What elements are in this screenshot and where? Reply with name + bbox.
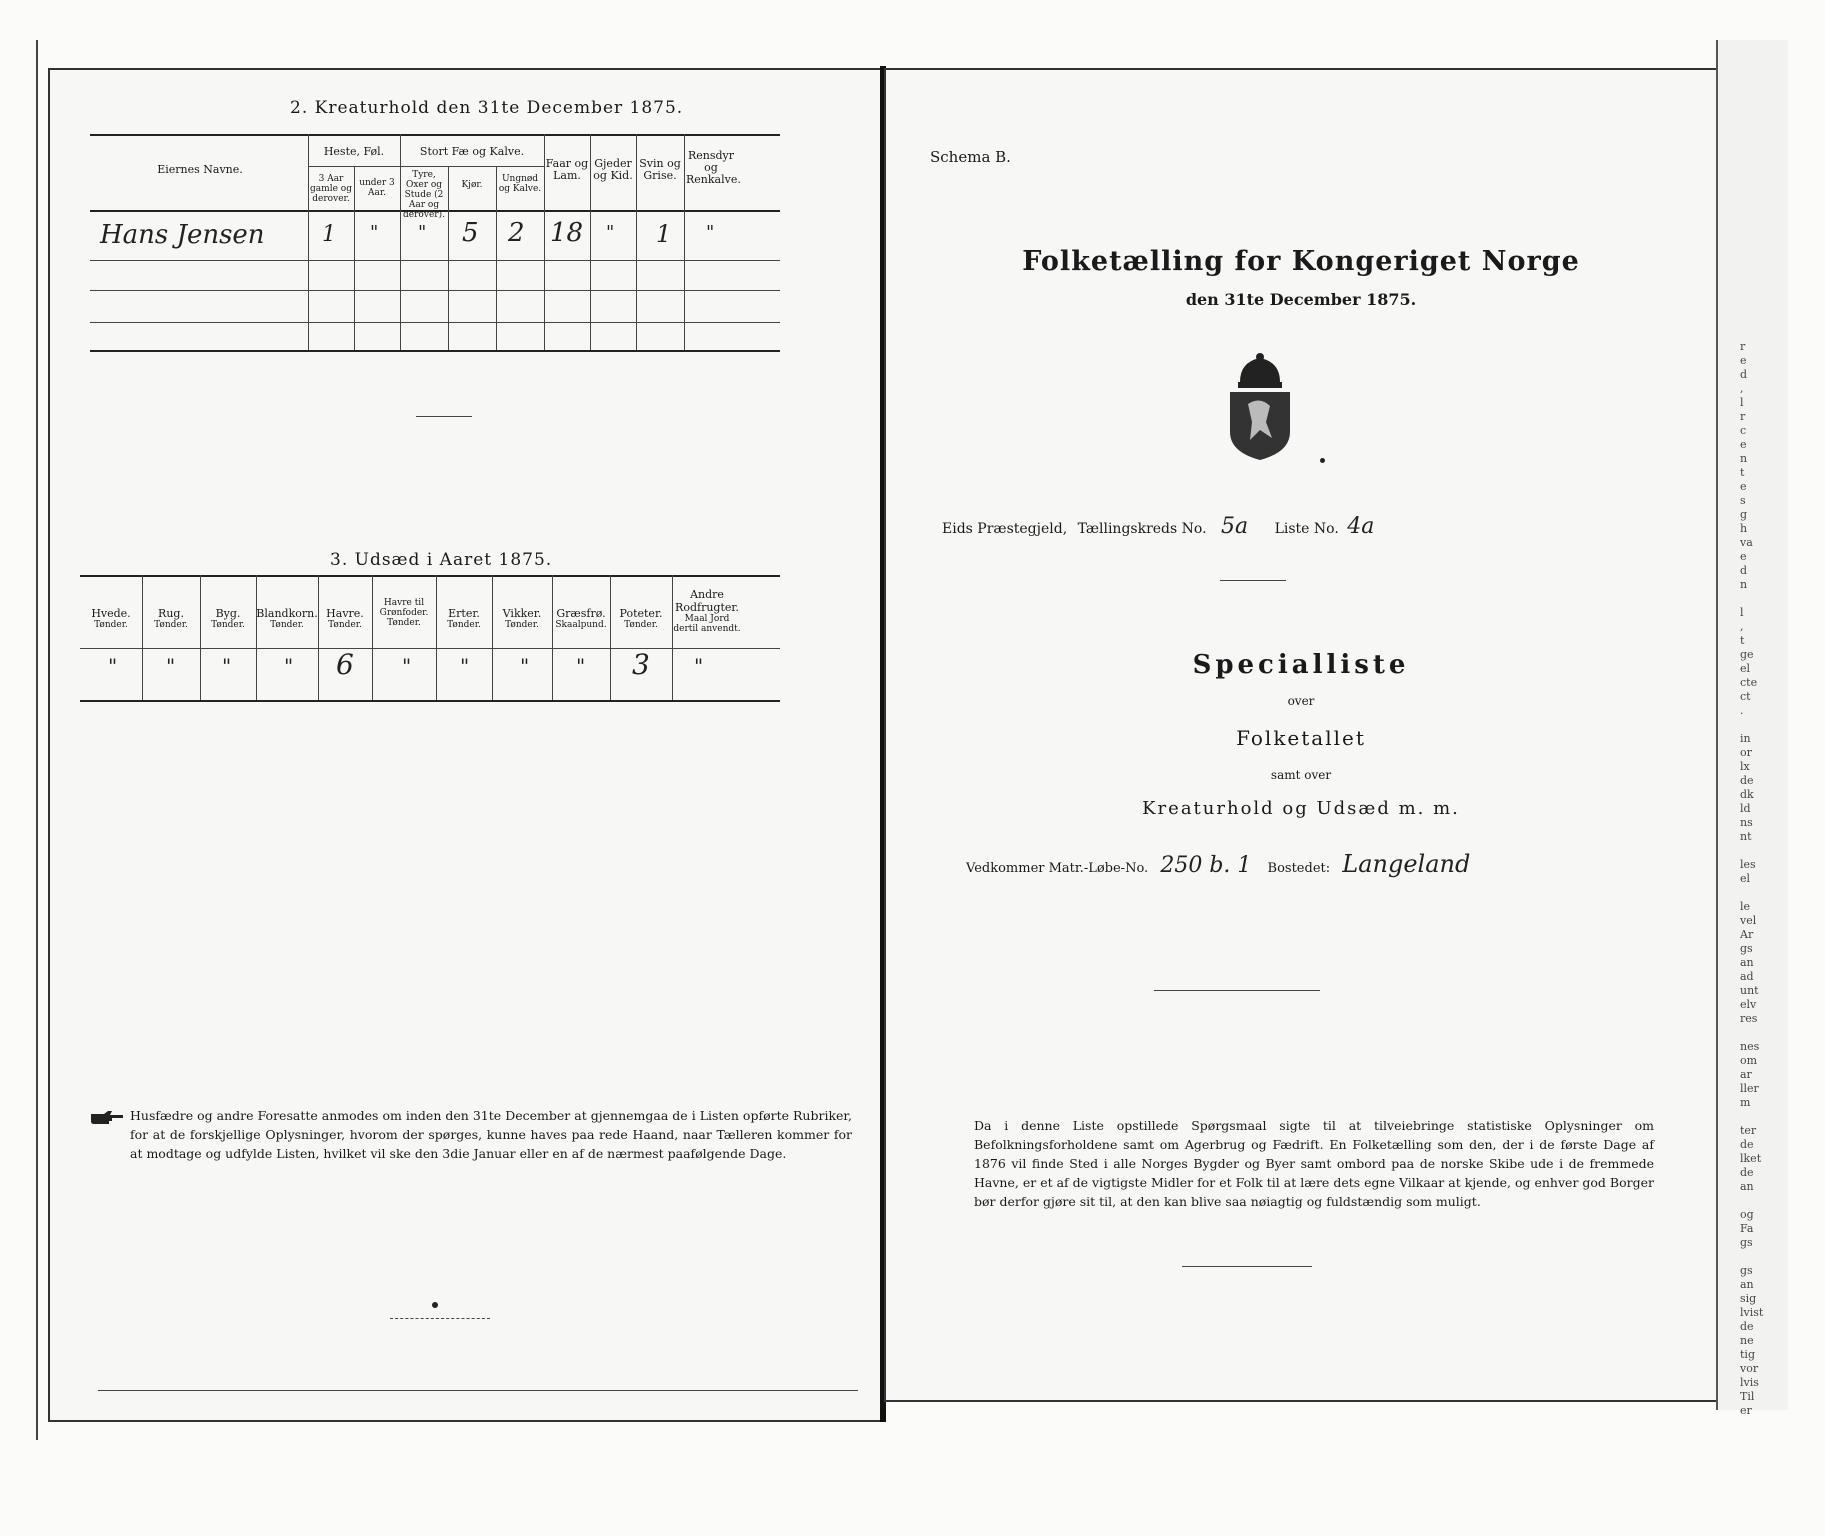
col-divider — [256, 575, 257, 700]
col-divider — [436, 575, 437, 700]
col-hvede: Hvede. Tønder. — [91, 607, 131, 630]
liste-value: 4a — [1347, 514, 1375, 539]
col-divider — [448, 166, 449, 350]
value-heste-a: 1 — [322, 222, 336, 247]
samt-over-label: samt over — [1270, 768, 1332, 782]
val-vikker: " — [520, 654, 530, 678]
col-graesfro: Græsfrø. Skaalpund. — [555, 607, 607, 630]
col-vikker: Vikker. Tønder. — [502, 607, 542, 630]
col-divider — [610, 575, 611, 700]
col-divider — [372, 575, 373, 700]
kreds-value: 5a — [1221, 514, 1249, 539]
col-divider — [492, 575, 493, 700]
folketallet-heading: Folketallet — [1236, 726, 1366, 750]
val-blandkorn: " — [284, 654, 294, 678]
col-divider — [684, 134, 685, 350]
col-divider — [318, 575, 319, 700]
header-heste-b: under 3 Aar. — [359, 178, 395, 198]
val-havre-gronfoder: " — [402, 654, 412, 678]
col-havre: Havre. Tønder. — [326, 607, 364, 630]
table-rule — [80, 575, 780, 577]
table-rule — [90, 260, 780, 261]
col-erter: Erter. Tønder. — [447, 607, 481, 630]
header-subrule — [400, 166, 544, 167]
census-date: den 31te December 1875. — [1185, 290, 1417, 309]
notice-text: Husfædre og andre Foresatte anmodes om inden den 31te December at gjennemgaa de i Listen opførte Rubriker, for at de forskjellige Oplysninger, hvorom der spørges, kunne haves paa rede Haand, naar Tælleren kommer for at modtage og udfylde Listen, hvilket vil ske den 3die Januar eller en af de nærmest paafølgende Dage. — [130, 1108, 852, 1161]
header-faar: Faar og Lam. — [545, 157, 589, 182]
section3-title: 3. Udsæd i Aaret 1875. — [330, 550, 553, 570]
owner-name: Hans Jensen — [100, 220, 265, 250]
table-rule — [90, 290, 780, 291]
matr-line: Vedkommer Matr.-Løbe-No. 250 b. 1 Bostedet: Langeland — [966, 850, 1471, 878]
right-page — [884, 68, 1718, 1402]
short-separator — [1182, 1266, 1312, 1267]
matr-value: 250 b. 1 — [1160, 853, 1252, 878]
header-heste-a: 3 Aar gamle og derover. — [310, 174, 352, 204]
header-heste: Heste, Føl. — [323, 145, 385, 158]
value-heste-b: " — [370, 222, 379, 243]
header-subrule — [308, 166, 400, 167]
short-separator — [390, 1318, 490, 1319]
val-graesfro: " — [576, 654, 586, 678]
page-bottom-rule — [98, 1390, 858, 1391]
col-divider — [200, 575, 201, 700]
val-byg: " — [222, 654, 232, 678]
table-rule — [90, 134, 780, 136]
edge-letters: r e d , l r c e n t e s g h va e d n l , t ge el cte ct . in or lx de dk ld ns nt les el le vel Ar gs an ad unt elv res nes om ar ller m ter de lket de an og Fa gs gs an sig lvist de ne tig vor lvis Til er — [1740, 340, 1764, 1417]
col-divider — [142, 575, 143, 700]
left-page — [48, 68, 885, 1422]
col-divider — [552, 575, 553, 700]
col-byg: Byg. Tønder. — [211, 607, 245, 630]
col-rug: Rug. Tønder. — [154, 607, 188, 630]
short-separator — [1220, 580, 1286, 581]
value-kjor: 5 — [462, 218, 479, 248]
table-rule — [90, 322, 780, 323]
section2-title: 2. Kreaturhold den 31te December 1875. — [290, 98, 684, 118]
table-rule — [80, 648, 780, 649]
val-havre: 6 — [336, 648, 354, 681]
header-stort-a: Tyre, Oxer og Stude (2 Aar og derover). — [403, 170, 445, 220]
value-gjeder: " — [606, 222, 615, 243]
short-separator — [1154, 990, 1320, 991]
specialliste-heading: Specialliste — [1192, 650, 1410, 680]
pointing-hand-icon — [90, 1110, 124, 1126]
val-erter: " — [460, 654, 470, 678]
header-stort-c: Ungnød og Kalve. — [498, 174, 542, 194]
table-rule — [80, 700, 780, 702]
val-rug: " — [166, 654, 176, 678]
val-andre: " — [694, 654, 704, 678]
parish-line: Eids Præstegjeld, Tællingskreds No. 5a Liste No. 4a — [942, 514, 1375, 539]
value-stort-a: " — [418, 222, 427, 243]
over-label: over — [1287, 694, 1315, 708]
value-faar: 18 — [550, 218, 584, 248]
header-name: Eiernes Navne. — [157, 163, 243, 176]
header-gjeder: Gjeder og Kid. — [593, 157, 633, 182]
census-title: Folketælling for Kongeriget Norge — [1022, 246, 1580, 277]
val-poteter: 3 — [632, 648, 650, 681]
ink-dot — [1320, 458, 1325, 463]
val-hvede: " — [108, 654, 118, 678]
census-paragraph: Da i denne Liste opstillede Spørgsmaal sigte til at tilveiebringe statistiske Oplysninger om Befolkningsforholdene samt om Agerbrug og Fædrift. En Folketælling som den, der i de første Dage af 1876 vil finde Sted i alle Norges Bygder og Byer samt ombord paa de norske Skibe ude i de fremmede Havne, er et af de vigtigste Midler for et Folk til at lære dets egne Vilkaar at kjende, og enhver god Borger bør derfor gjøre sit til, at den kan blive saa nøiagtig og fuldstændig som muligt. — [974, 1118, 1654, 1209]
col-blandkorn: Blandkorn. Tønder. — [256, 607, 318, 630]
header-rensdyr: Rensdyr og Renkalve. — [686, 149, 741, 186]
table-rule — [90, 350, 780, 352]
value-svin: 1 — [656, 220, 672, 248]
ink-dot — [432, 1302, 438, 1308]
short-separator — [416, 416, 472, 417]
header-svin: Svin og Grise. — [639, 157, 681, 182]
header-stort: Stort Fæ og Kalve. — [419, 145, 525, 158]
col-andre-rodfrugter: Andre Rodfrugter. Maal Jord dertil anvendt. — [673, 588, 741, 634]
value-ungnod: 2 — [508, 218, 525, 248]
schema-label: Schema B. — [930, 148, 1011, 166]
bosted-value: Langeland — [1342, 850, 1471, 878]
col-havre-gronfoder: Havre til Grønfoder. Tønder. — [379, 598, 429, 628]
value-rensdyr: " — [706, 222, 715, 243]
col-poteter: Poteter. Tønder. — [619, 607, 663, 630]
kreaturhold-heading: Kreaturhold og Udsæd m. m. — [1142, 798, 1460, 819]
header-stort-b: Kjør. — [461, 180, 483, 190]
coat-of-arms-icon — [1220, 352, 1300, 462]
next-page-edge — [1716, 40, 1788, 1417]
